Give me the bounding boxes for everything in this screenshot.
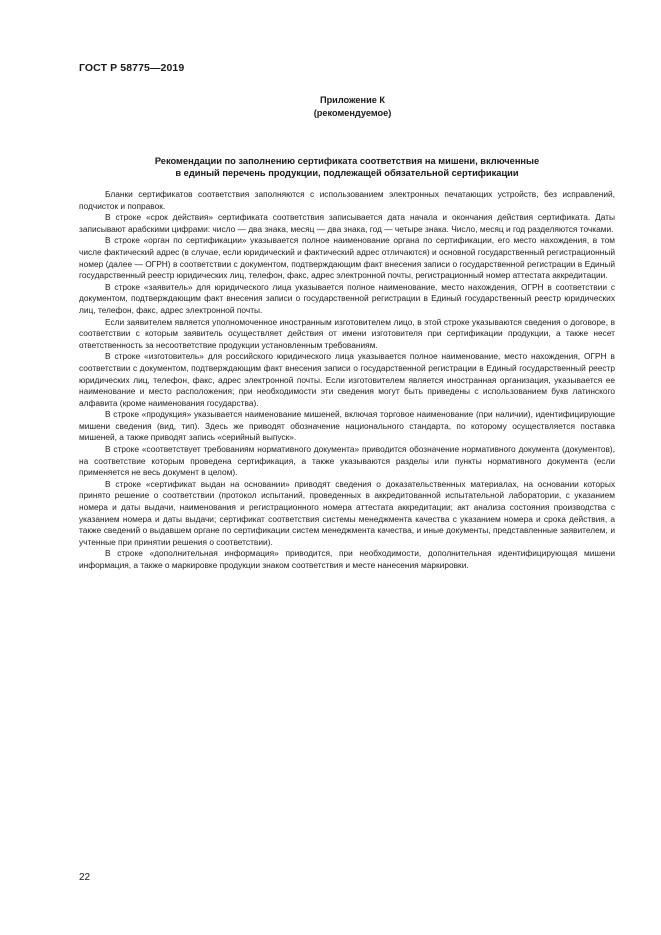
paragraph: В строке «продукция» указывается наименование мишеней, включая торговое наименование (при наличии), идентифицирующие мишени сведения (вид, тип). Здесь же приводят обозначение национального стандарта, по которому осуществляется поставка мишеней, а также приводят запись «серийный выпуск». [79, 409, 615, 443]
paragraph: В строке «сертификат выдан на основании» приводят сведения о доказательственных материалах, на основании которых принято решение о соответствии (протокол испытаний, проведенных в аккредитованной испытательной лаборатории, с указанием номера и даты выдачи, наименования и регистрационного номера аттестата аккредитации; акт анализа состояния производства с указанием номера и даты выдачи; сертификат соответствия системы менеджмента качества с указанием номера и срока действия, а также сведений о выдавшем органе по сертификации систем менеджмента качества, и иные документы, представленные заявителем, и учтенные при принятии решения о соответствии). [79, 478, 615, 547]
annex-subtitle: (рекомендуемое) [313, 108, 392, 118]
annex-heading [0, 94, 661, 120]
annex-title: Приложение К [319, 95, 386, 105]
paragraph: В строке «соответствует требованиям нормативного документа» приводится обозначение нормативного документа (документов), на соответствие которым проведена сертификация, а также указываются разделы или пункты нормативного документа (если применяется не весь документ в целом). [79, 444, 615, 478]
paragraph: Если заявителем является уполномоченное иностранным изготовителем лицо, в этой строке указываются сведения о договоре, в соответствии с которым заявитель осуществляет действия от имени изготовителя при сертификации продукции, а также несет ответственность за несоответствие продукции установленным требованиям. [79, 316, 615, 350]
paragraph: В строке «изготовитель» для российского юридического лица указывается полное наименование, место нахождения, ОГРН в соответствии с документом, подтверждающим факт внесения записи о государственной регистрации в Единый государственный реестр юридических лиц, телефон, факс, адрес электронной почты. Если изготовителем является иностранная организация, указывается ее наименование и место расположения; при необходимости эти сведения могут быть приведены с использованием букв латинского алфавита (кроме наименования государства). [79, 351, 615, 408]
section-title-line-2: в единый перечень продукции, подлежащей обязательной сертификации [175, 168, 519, 178]
section-title [79, 155, 615, 179]
document-code: ГОСТ Р 58775—2019 [79, 62, 185, 74]
section-title-line-1: Рекомендации по заполнению сертификата соответствия на мишени, включенные [154, 156, 540, 166]
paragraph: В строке «срок действия» сертификата соответствия записывается дата начала и окончания действия сертификата. Даты записывают арабскими цифрами: число — два знака, месяц — два знака, год — четыре знака. Число, месяц и год разделяются точками. [79, 212, 615, 234]
page-number: 22 [79, 872, 91, 883]
paragraph: В строке «заявитель» для юридического лица указывается полное наименование, место нахождения, ОГРН в соответствии с документом, подтверждающим факт внесения записи о государственной регистрации в Единый государственный реестр юридических лиц, телефон, факс, адрес электронной почты. [79, 281, 615, 315]
paragraph: В строке «дополнительная информация» приводится, при необходимости, дополнительная идентифицирующая мишени информация, а также о маркировке продукции знаком соответствия и месте нанесения маркировки. [79, 548, 615, 570]
body-text [79, 189, 615, 572]
paragraph: В строке «орган по сертификации» указывается полное наименование органа по сертификации, его место нахождения, в том числе фактический адрес (в случае, если юридический и фактический адрес отличаются) и основной государственный регистрационный номер (далее — ОГРН) в соответствии с документом, подтверждающим факт внесения записи о государственной регистрации в Единый государственный реестр юридических лиц, телефон, факс, адрес электронной почты, регистрационный номер аттестата аккредитации. [79, 235, 615, 281]
paragraph: Бланки сертификатов соответствия заполняются с использованием электронных печатающих устройств, без исправлений, подчисток и поправок. [79, 189, 615, 211]
